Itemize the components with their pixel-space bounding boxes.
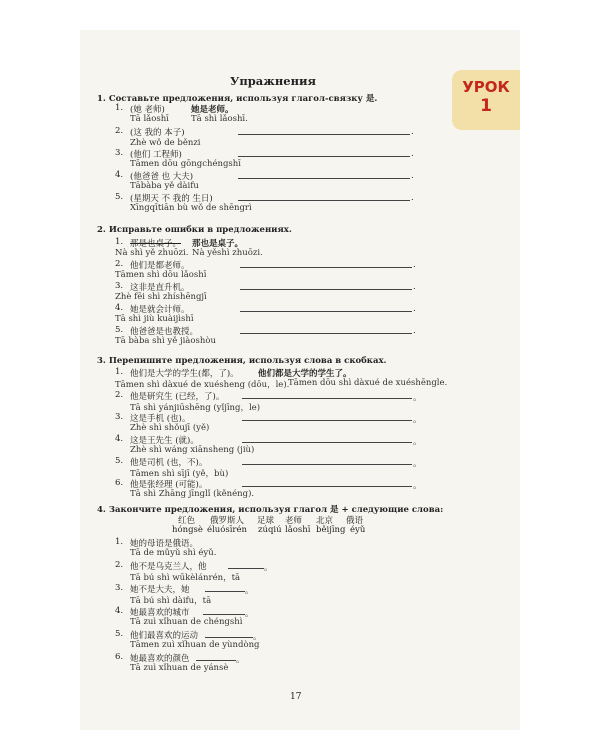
ex3-heading: 3. Перепишите предложения, используя слова в скобках. <box>97 356 387 366</box>
ex3-cn-1: 他们是大学的学生(都，了)。 <box>130 369 239 379</box>
ex2-num-1: 1. <box>115 237 124 247</box>
ex3-answer-pinyin-1: Tāmen dōu shì dàxué de xuéshēngle. <box>288 378 448 388</box>
ex3-cn-6: 他是张经理 (可能)。 <box>130 480 208 490</box>
ex1-cn-2: (这 我的 本子) <box>130 128 185 138</box>
ex3-num-6: 6. <box>115 478 124 488</box>
ex1-num-1: 1. <box>115 103 124 113</box>
ex3-answer-line-5[interactable] <box>242 464 412 465</box>
ex2-answer-line-3[interactable] <box>240 289 412 290</box>
ex4-cn-5: 他们最喜欢的运动 <box>130 631 199 641</box>
ex2-pinyin-2: Tāmen shì dōu lǎoshī <box>115 270 207 280</box>
ex4-word-cn-1: 红色 <box>178 516 196 526</box>
ex4-word-py-1: hóngsè <box>172 525 203 535</box>
ex3-cn-3: 这是手机 (也)。 <box>130 414 191 424</box>
ex3-num-2: 2. <box>115 390 124 400</box>
ex4-word-py-4: lǎoshī <box>285 525 311 535</box>
ex1-pinyin-2: Zhè wǒ de běnzi <box>130 138 201 148</box>
ex4-word-cn-6: 俄语 <box>346 516 364 526</box>
ex4-pinyin-6: Tā zuì xǐhuan de yánsè <box>130 663 229 673</box>
ex4-cn-2: 他不是乌克兰人，他 <box>130 562 207 572</box>
ex2-answer-line-4[interactable] <box>240 311 412 312</box>
ex1-heading: 1. Составьте предложения, используя глагол-связку 是. <box>97 94 378 104</box>
ex4-num-2: 2. <box>115 560 124 570</box>
ex4-word-py-5: běijīng <box>316 525 346 535</box>
ex2-pinyin-3: Zhè fēi shì zhíshēngjī <box>115 292 207 302</box>
ex3-answer-line-4[interactable] <box>242 442 412 443</box>
ex3-num-3: 3. <box>115 412 124 422</box>
page-number: 17 <box>290 692 302 702</box>
ex4-pinyin-4: Tā zuì xǐhuan de chéngshì <box>130 617 243 627</box>
ex2-num-5: 5. <box>115 325 124 335</box>
ex2-num-2: 2. <box>115 259 124 269</box>
ex4-answer-line-3[interactable] <box>205 591 245 592</box>
ex3-cn-2: 他是研究生 (已经，了)。 <box>130 392 225 402</box>
ex1-num-2: 2. <box>115 126 124 136</box>
ex3-answer-line-6[interactable] <box>242 486 412 487</box>
ex4-pinyin-5: Tāmen zuì xǐhuan de yùndòng <box>130 640 260 650</box>
ex4-word-py-2: éluósīrén <box>207 525 247 535</box>
ex4-pinyin-3: Tā bú shì dàifu，tā <box>130 596 212 606</box>
ex2-cn-1: 那是也桌子。 <box>130 239 182 249</box>
ex4-num-1: 1. <box>115 537 124 547</box>
lesson-tab <box>452 70 520 130</box>
ex1-answer-line-3[interactable] <box>238 156 410 157</box>
ex3-num-4: 4. <box>115 434 124 444</box>
ex1-cn-3: (他们 工程师) <box>130 150 182 160</box>
ex2-heading: 2. Исправьте ошибки в предложениях. <box>97 225 292 235</box>
ex4-word-py-6: éyǔ <box>350 525 366 535</box>
ex4-word-cn-2: 俄罗斯人 <box>210 516 245 526</box>
ex2-pinyin-5: Tā bàba shì yě jiàoshòu <box>115 336 216 346</box>
ex4-cn-3: 她不是大夫，她 <box>130 585 190 595</box>
ex3-num-1: 1. <box>115 367 124 377</box>
ex3-cn-4: 这是王先生 (就)。 <box>130 436 199 446</box>
ex2-cn-2: 他们是都老师。 <box>130 261 190 271</box>
ex3-cn-5: 他是司机 (也，不)。 <box>130 458 208 468</box>
ex4-cn-6: 她最喜欢的颜色 <box>130 654 190 664</box>
ex1-answer-line-4[interactable] <box>238 178 410 179</box>
ex2-pinyin-1: Nà shì yě zhuōzi. <box>115 248 189 258</box>
ex3-pinyin-5: Tāmen shì sījī (yě，bù) <box>130 469 229 479</box>
ex3-pinyin-2: Tā shì yánjiūshēng (yǐjīng，le) <box>130 403 261 413</box>
ex1-num-3: 3. <box>115 148 124 158</box>
ex1-answer-line-5[interactable] <box>238 200 410 201</box>
ex3-answer-line-3[interactable] <box>242 420 412 421</box>
ex4-pinyin-2: Tā bú shì wūkèlánrén，tā <box>130 573 241 583</box>
ex1-num-4: 4. <box>115 170 124 180</box>
ex4-answer-line-6[interactable] <box>196 660 236 661</box>
ex3-pinyin-1: Tāmen shì dàxué de xuésheng (dōu，le). <box>115 380 290 390</box>
ex2-answer-line-5[interactable] <box>240 333 412 334</box>
ex4-num-6: 6. <box>115 652 124 662</box>
ex3-answer-cn-1: 他们都是大学的学生了。 <box>258 369 352 379</box>
ex2-cn-4: 她是就会计师。 <box>130 305 190 315</box>
ex4-num-4: 4. <box>115 606 124 616</box>
ex1-pinyin-3: Tāmen dōu gōngchéngshī <box>130 159 241 169</box>
ex1-answer-pinyin-1: Tā shì lǎoshī. <box>191 114 248 124</box>
ex1-pinyin-4: Tābàba yě dàifu <box>130 181 199 191</box>
ex2-cn-3: 这非是直升机。 <box>130 283 190 293</box>
lesson-tab-label: УРОК <box>462 78 510 96</box>
ex1-answer-line-2[interactable] <box>238 134 410 135</box>
ex1-cn-1: (她 老师) <box>130 105 165 115</box>
ex4-pinyin-1: Tā de mǔyǔ shì éyǔ. <box>130 548 217 558</box>
ex4-answer-line-2[interactable] <box>228 568 264 569</box>
ex4-word-cn-4: 老师 <box>285 516 303 526</box>
ex1-answer-cn-1: 她是老师。 <box>191 105 234 115</box>
ex2-cn-5: 他爸爸是也教授。 <box>130 327 199 337</box>
ex3-num-5: 5. <box>115 456 124 466</box>
ex3-pinyin-3: Zhè shì shǒujī (yě) <box>130 423 210 433</box>
ex1-cn-5: (星期天 不 我的 生日) <box>130 194 213 204</box>
lesson-tab-number: 1 <box>480 96 492 116</box>
ex1-pinyin-5: Xīngqītiān bù wǒ de shēngrì <box>130 203 252 213</box>
ex2-num-4: 4. <box>115 303 124 313</box>
ex4-answer-line-4[interactable] <box>203 614 245 615</box>
ex4-word-py-3: zúqiú <box>258 525 282 535</box>
ex4-num-5: 5. <box>115 629 124 639</box>
ex2-answer-line-2[interactable] <box>240 267 412 268</box>
ex2-answer-pinyin-1: Nà yěshì zhuōzi. <box>192 248 263 258</box>
ex4-answer-line-5[interactable] <box>205 637 253 638</box>
ex2-num-3: 3. <box>115 281 124 291</box>
ex4-word-cn-5: 北京 <box>316 516 334 526</box>
ex2-answer-cn-1: 那也是桌子。 <box>192 239 244 249</box>
ex4-num-3: 3. <box>115 583 124 593</box>
page-title: Упражнения <box>230 74 317 88</box>
ex3-answer-line-2[interactable] <box>242 398 412 399</box>
ex3-pinyin-6: Tā shì Zhāng jīnglǐ (kěnéng). <box>130 489 255 499</box>
ex1-cn-4: (他爸爸 也 大夫) <box>130 172 194 182</box>
ex4-word-cn-3: 足球 <box>257 516 275 526</box>
ex1-num-5: 5. <box>115 192 124 202</box>
ex4-cn-1: 她的母语是俄语。 <box>130 539 199 549</box>
ex4-heading: 4. Закончите предложения, используя глагол 是 + следующие слова: <box>97 505 444 515</box>
ex1-pinyin-1: Tā lǎoshī <box>130 114 169 124</box>
ex3-pinyin-4: Zhè shì wáng xiānsheng (jiù) <box>130 445 255 455</box>
ex2-pinyin-4: Tā shì jiù kuàijìshī <box>115 314 194 324</box>
ex4-cn-4: 她最喜欢的城市 <box>130 608 190 618</box>
